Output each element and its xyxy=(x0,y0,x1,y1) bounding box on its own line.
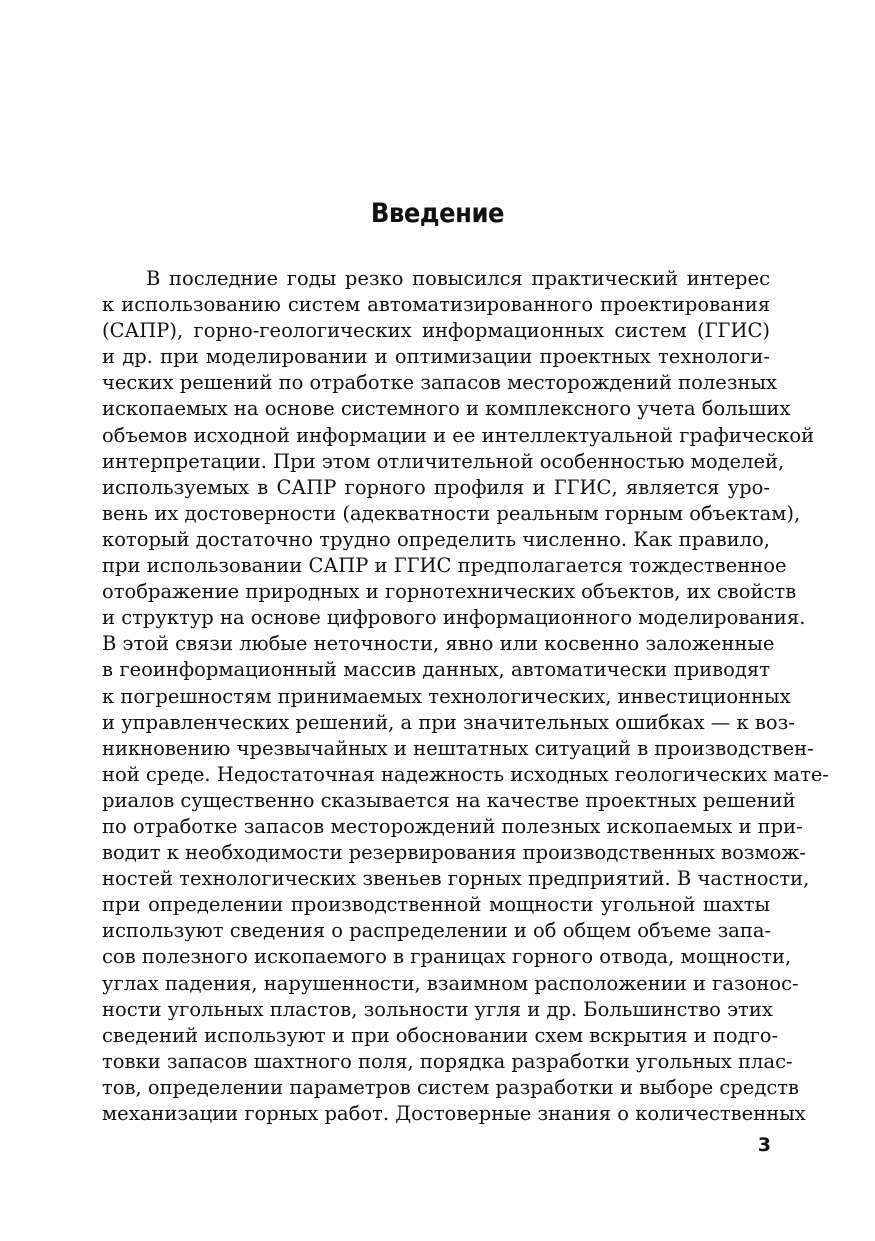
text-line: риалов существенно сказывается на качестве проектных решений xyxy=(102,788,796,812)
text-line: углах падения, нарушенности, взаимном расположении и газонос- xyxy=(102,971,799,995)
page-number: 3 xyxy=(757,1134,771,1156)
text-line: водит к необходимости резервирования производственных возмож- xyxy=(102,841,806,865)
text-line: при определении производственной мощности угольной шахты xyxy=(102,893,770,917)
text-line: к погрешностям принимаемых технологических, инвестиционных xyxy=(102,684,791,708)
text-line: вень их достоверности (адекватности реальным горным объектам), xyxy=(102,501,801,525)
text-line: тов, определении параметров систем разработки и выборе средств xyxy=(102,1075,800,1099)
text-line: и структур на основе цифрового информационного моделирования. xyxy=(102,606,806,630)
text-line: ной среде. Недостаточная надежность исходных геологических мате- xyxy=(102,762,830,786)
text-line: ностей технологических звеньев горных предприятий. В частности, xyxy=(102,867,810,891)
text-line: ископаемых на основе системного и комплексного учета больших xyxy=(102,397,791,421)
text-line: объемов исходной информации и ее интеллектуальной графической xyxy=(102,423,815,447)
text-line: ческих решений по отработке запасов месторождений полезных xyxy=(102,371,777,395)
text-line: товки запасов шахтного поля, порядка разработки угольных плас- xyxy=(102,1049,793,1073)
text-line: при использовании САПР и ГГИС предполагается тождественное xyxy=(102,554,787,578)
text-line: ности угольных пластов, зольности угля и др. Большинство этих xyxy=(102,997,773,1021)
text-line: и др. при моделировании и оптимизации проектных технологи- xyxy=(102,345,770,369)
text-line: В последние годы резко повысился практический интерес xyxy=(146,267,770,290)
text-line: и управленческих решений, а при значительных ошибках — к воз- xyxy=(102,710,795,734)
text-line: по отработке запасов месторождений полезных ископаемых и при- xyxy=(102,814,803,838)
text-line: никновению чрезвычайных и нештатных ситуаций в производствен- xyxy=(102,736,814,760)
text-line: сведений используют и при обосновании схем вскрытия и подго- xyxy=(102,1023,779,1047)
text-line: механизации горных работ. Достоверные знания о количественных xyxy=(102,1102,806,1125)
text-line: В этой связи любые неточности, явно или косвенно заложенные xyxy=(102,632,775,656)
text-line: (САПР), горно-геологических информационных систем (ГГИС) xyxy=(102,319,770,343)
text-line: который достаточно трудно определить численно. Как правило, xyxy=(102,527,770,551)
text-line: используемых в САПР горного профиля и ГГИС, является уро- xyxy=(102,475,770,499)
text-line: к использованию систем автоматизированного проектирования xyxy=(102,293,770,317)
section-heading: Введение xyxy=(370,198,505,229)
text-line: используют сведения о распределении и об общем объеме запа- xyxy=(102,919,772,943)
body-text xyxy=(102,266,830,1127)
text-line: интерпретации. При этом отличительной особенностью моделей, xyxy=(102,449,785,473)
text-line: в геоинформационный массив данных, автоматически приводят xyxy=(102,658,770,682)
text-line: отображение природных и горнотехнических объектов, их свойств xyxy=(102,580,797,604)
text-line: сов полезного ископаемого в границах горного отвода, мощности, xyxy=(102,945,792,969)
